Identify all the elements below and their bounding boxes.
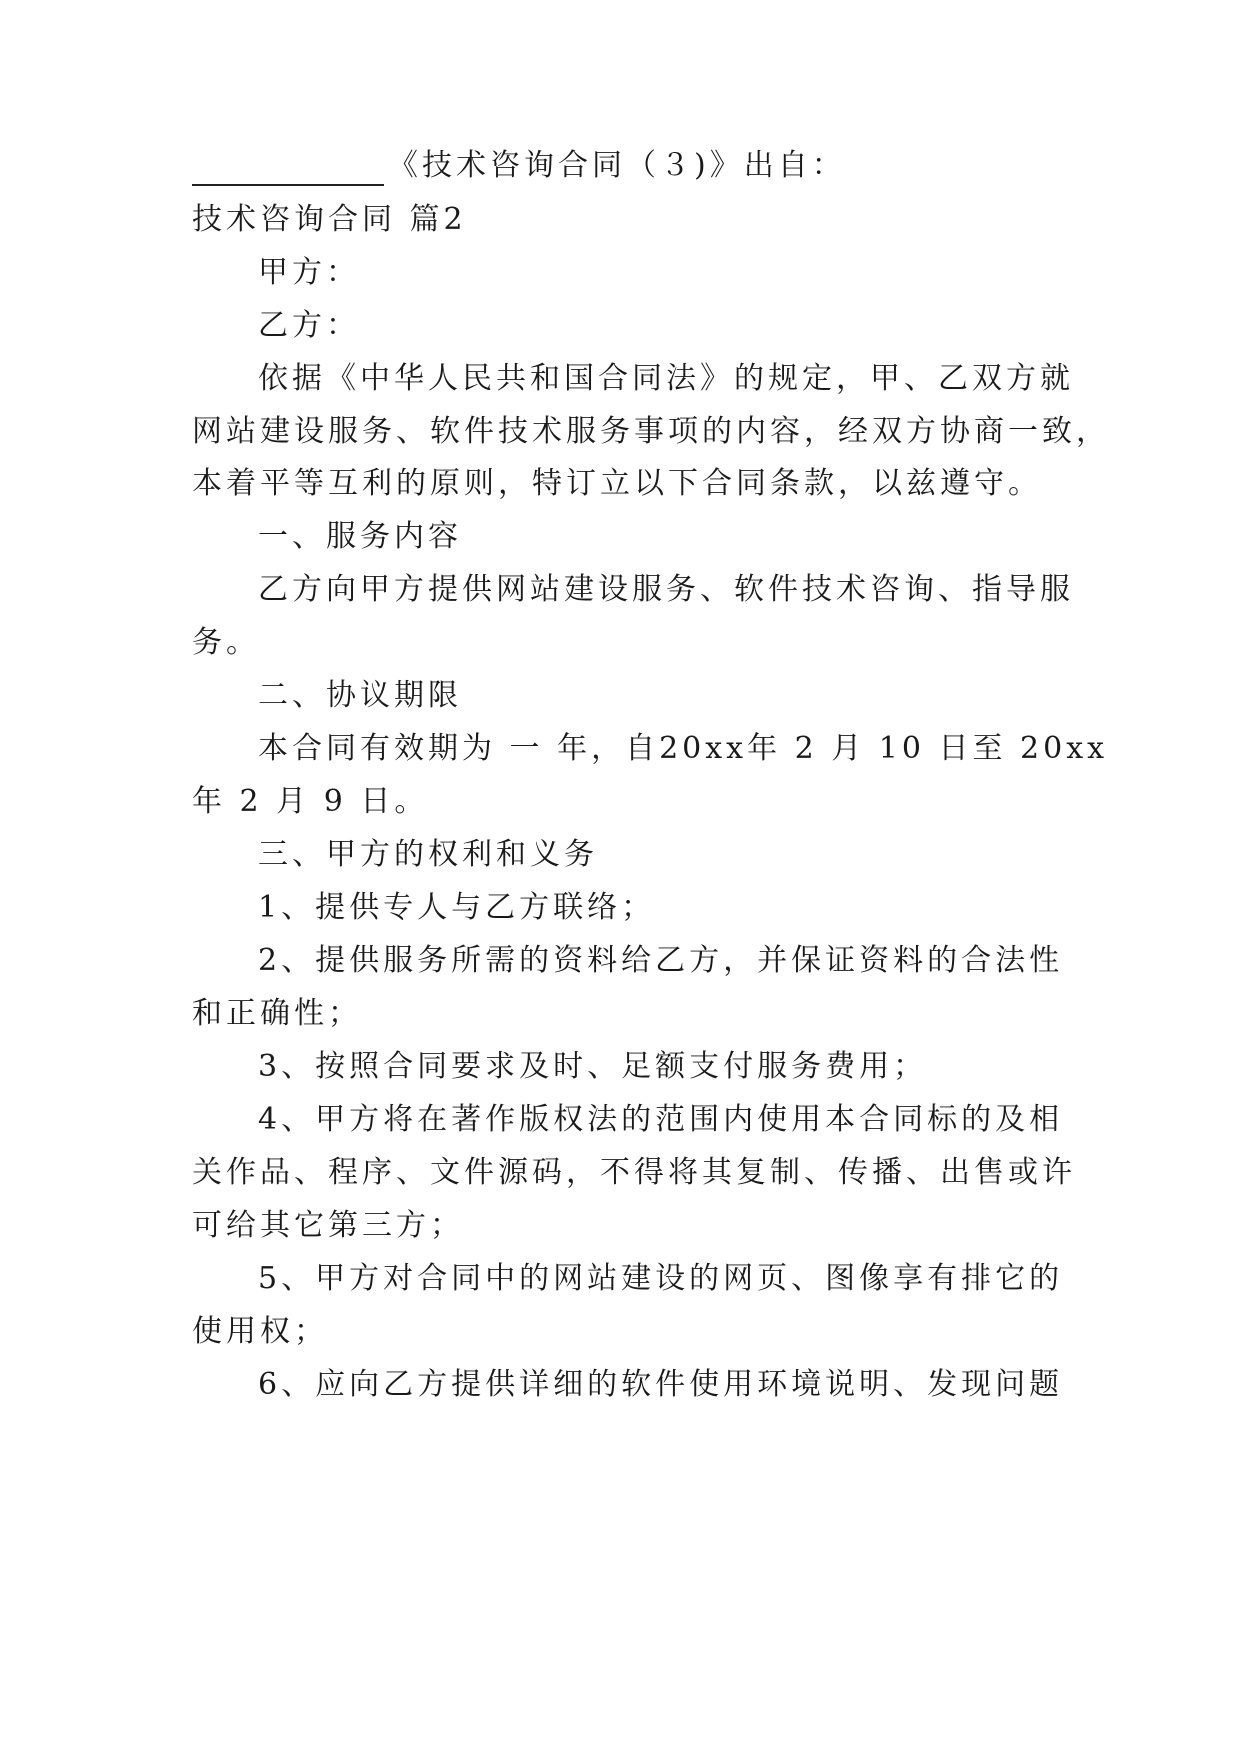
header-line <box>192 146 1052 186</box>
party-a-label: 甲方： <box>258 255 360 290</box>
item-4-line: 4、甲方将在著作版权法的范围内使用本合同标的及相 <box>258 1102 1064 1137</box>
section-title: 技术咨询合同 篇2 <box>192 202 467 237</box>
item-5-line: 使用权； <box>192 1314 328 1349</box>
header-title: 《技术咨询合同（３)》出自： <box>388 148 846 183</box>
item-2-line: 和正确性； <box>192 996 362 1031</box>
preamble-line: 依据《中华人民共和国合同法》的规定，甲、乙双方就 <box>258 361 1074 396</box>
item-2-line: 2、提供服务所需的资料给乙方，并保证资料的合法性 <box>258 943 1064 978</box>
section3-heading: 三、甲方的权利和义务 <box>258 837 598 872</box>
preamble-line: 网站建设服务、软件技术服务事项的内容，经双方协商一致， <box>192 414 1110 449</box>
section2-heading: 二、协议期限 <box>258 678 462 713</box>
item-5-line: 5、甲方对合同中的网站建设的网页、图像享有排它的 <box>258 1261 1064 1296</box>
item-6-line: 6、应向乙方提供详细的软件使用环境说明、发现问题 <box>258 1367 1064 1402</box>
party-b-label: 乙方： <box>258 308 360 343</box>
blank-underline <box>192 156 384 186</box>
section1-body-line: 务。 <box>192 625 260 660</box>
item-3: 3、按照合同要求及时、足额支付服务费用； <box>258 1049 928 1084</box>
item-4-line: 可给其它第三方； <box>192 1208 464 1243</box>
item-1: 1、提供专人与乙方联络； <box>258 890 656 925</box>
section2-body-line: 年 2 月 9 日。 <box>192 784 429 819</box>
item-4-line: 关作品、程序、文件源码，不得将其复制、传播、出售或许 <box>192 1155 1076 1190</box>
section1-heading: 一、服务内容 <box>258 519 462 554</box>
preamble-line: 本着平等互利的原则，特订立以下合同条款，以兹遵守。 <box>192 466 1042 501</box>
section1-body-line: 乙方向甲方提供网站建设服务、软件技术咨询、指导服 <box>258 572 1074 607</box>
section2-body-line: 本合同有效期为 一 年，自20xx年 2 月 10 日至 20xx <box>258 731 1109 766</box>
